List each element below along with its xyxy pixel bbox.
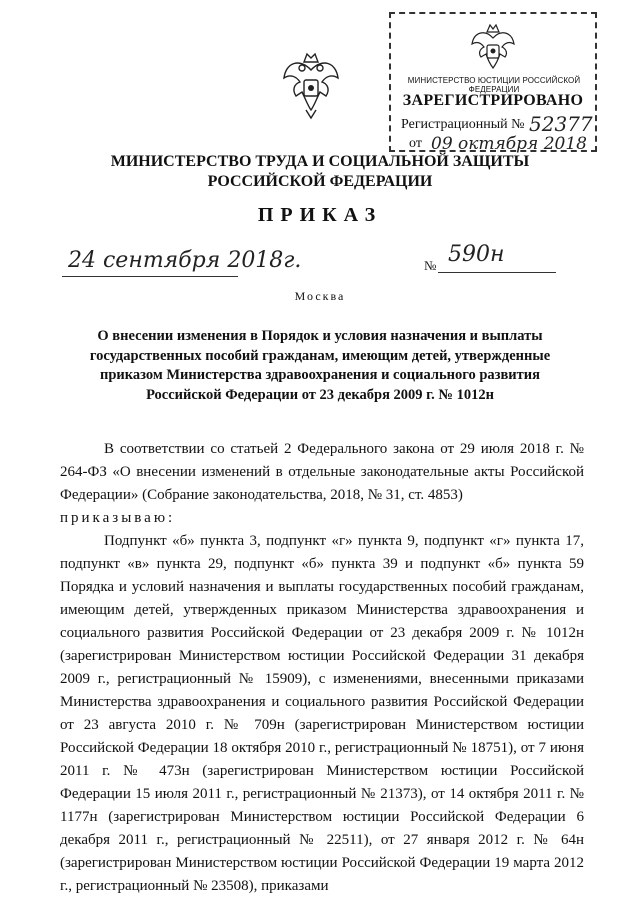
stamp-registered-label: ЗАРЕГИСТРИРОВАНО xyxy=(402,92,584,109)
registration-stamp xyxy=(389,12,597,152)
ministry-header xyxy=(0,152,640,192)
order-number: 590н xyxy=(448,242,505,267)
document-type: ПРИКАЗ xyxy=(257,204,383,226)
stamp-reg-number: 52377 xyxy=(529,112,593,136)
date-underline xyxy=(62,276,238,277)
ministry-line-2: РОССИЙСКОЙ ФЕДЕРАЦИИ xyxy=(207,173,433,190)
ministry-line-1: МИНИСТЕРСТВО ТРУДА И СОЦИАЛЬНОЙ ЗАЩИТЫ xyxy=(110,153,530,170)
body-paragraph-1: В соответствии со статьей 2 Федерального закона от 29 июля 2018 г. № 264-ФЗ «О внесении изменений в отдельные законодательные акты Российской Федерации» (Собрание законодательства, 2018, № 31, ст. 4853) xyxy=(60,441,584,503)
stamp-coat-of-arms-icon xyxy=(469,22,517,74)
order-number-label: № xyxy=(424,258,437,273)
stamp-reg-label: Регистрационный № xyxy=(401,117,525,132)
stamp-ministry-name: МИНИСТЕРСТВО ЮСТИЦИИ РОССИЙСКОЙ ФЕДЕРАЦИИ xyxy=(407,76,581,94)
stamp-date-prefix: от xyxy=(409,136,422,151)
order-date: 24 сентября 2018г. xyxy=(68,248,302,273)
order-body xyxy=(60,438,584,898)
order-directive: приказываю: xyxy=(60,510,176,526)
stamp-reg-date: 09 октября 2018 xyxy=(431,134,587,154)
city: Москва xyxy=(294,289,346,303)
body-paragraph-2: Подпункт «б» пункта 3, подпункт «г» пункта 9, подпункт «г» пункта 17, подпункт «в» пункта 29, подпункт «б» пункта 39 и подпункт «б» пункта 59 Порядка и условий назначения и выплаты государственных пособий гражданам, имеющим детей, утвержденных приказом Министерства здравоохранения и социального развития Российской Федерации от 23 декабря 2009 г. № 1012н (зарегистрирован Министерством юстиции Российской Федерации 31 декабря 2009 г., регистрационный № 15909), с изменениями, внесенными приказами Министерства здравоохранения и социального развития Российской Федерации от 23 августа 2010 г. № 709н (зарегистрирован Министерством юстиции Российской Федерации 18 октября 2010 г., регистрационный № 18751), от 7 июня 2011 г. № 473н (зарегистрирован Министерством юстиции Российской Федерации 15 июля 2011 г., регистрационный № 21373), от 14 октября 2011 г. № 1177н (зарегистрирован Министерством юстиции Российской Федерации 6 декабря 2011 г., регистрационный № 22511), от 27 января 2012 г. № 64н (зарегистрирован Министерством юстиции Российской Федерации 19 марта 2012 г., регистрационный № 23508), приказами xyxy=(60,533,584,894)
number-underline xyxy=(438,272,556,273)
coat-of-arms-icon xyxy=(280,48,342,120)
order-title: О внесении изменения в Порядок и условия назначения и выплаты государственных пособий гражданам, имеющим детей, утвержденные приказом Министерства здравоохранения и социального развития Российской Федерации от 23 декабря 2009 г. № 1012н xyxy=(89,328,551,403)
